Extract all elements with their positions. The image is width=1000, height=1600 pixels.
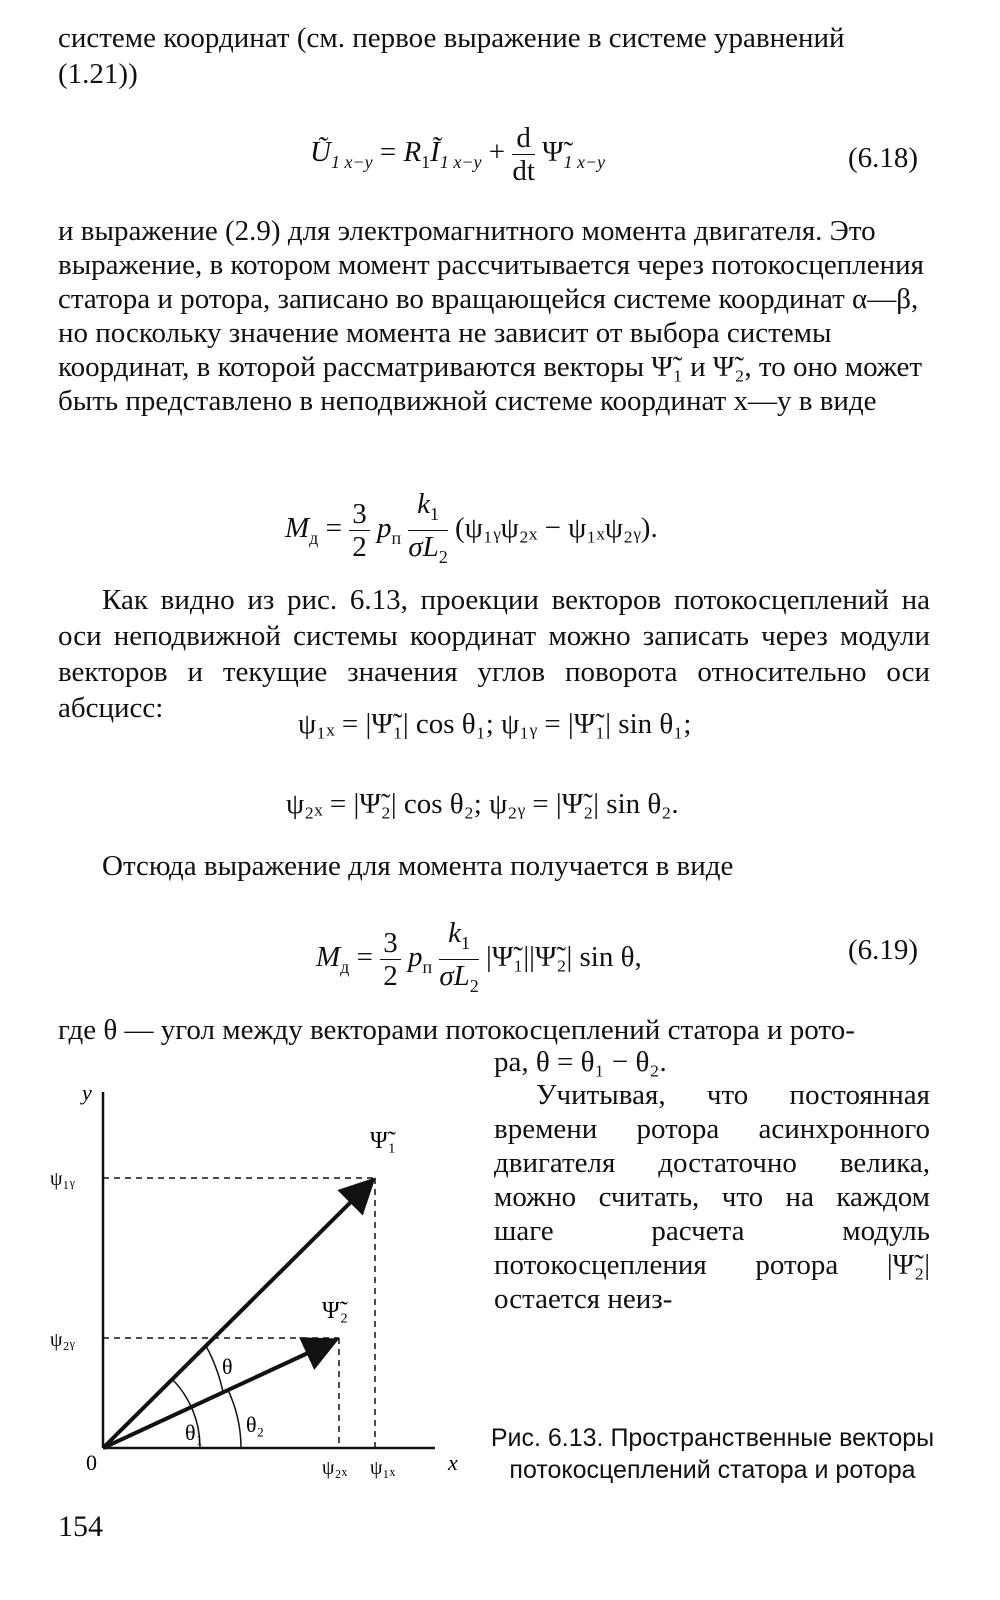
figure-caption: Рис. 6.13. Пространственные векторы потокосцеплений статора и ротора <box>490 1424 935 1484</box>
page-number: 154 <box>58 1510 103 1543</box>
paragraph-projections: Как видно из рис. 6.13, проекции векторов потокосцеплений на оси неподвижной системы координат можно записать через модули векторов и текущие значения углов поворота относительно оси абсцисс: <box>58 584 930 724</box>
rotor-flux-vector <box>103 1340 336 1448</box>
vector-psi1-label: Ψ̃₁ <box>370 1128 397 1154</box>
paragraph-rotor-time-constant: Учитывая, что постоянная времени ротора асинхронного двигателя достаточно велика, можно считать, что на каждом шаге расчета модуль потокосцепления ротора |Ψ̃₂| остается неиз- <box>494 1079 930 1315</box>
equation-number-6-19: (6.19) <box>848 934 919 966</box>
equation-projections-rotor: ψ₂ₓ = |Ψ̃₂| cos θ₂; ψ₂ᵧ = |Ψ̃₂| sin θ₂. <box>286 788 679 820</box>
equation-6-19: $M_д$ = $\frac{3}{2}$ $p_п$ $\frac{k_1}{\sigma L_2}$ |Ψ̃₁||Ψ̃₂| sin θ, <box>316 917 642 996</box>
psi1y-label: ψ₁ᵧ <box>50 1168 75 1190</box>
theta2-label: θ₂ <box>246 1412 265 1437</box>
paragraph-theta-definition: где θ — угол между векторами потокосцеплений статора и рото- <box>58 1014 855 1046</box>
theta1-label: θ₁ <box>185 1420 204 1445</box>
y-axis-label: y <box>82 1080 92 1105</box>
equation-number-6-18: (6.18) <box>848 142 919 174</box>
x-axis-label: x <box>448 1450 458 1475</box>
paragraph-theta-formula: ра, θ = θ₁ − θ₂. <box>494 1046 667 1078</box>
figure-flux-vectors <box>40 1070 480 1490</box>
psi2x-label: ψ₂ₓ <box>322 1457 348 1479</box>
theta-arc <box>206 1346 223 1392</box>
psi1x-label: ψ₁ₓ <box>370 1457 396 1479</box>
origin-label: 0 <box>86 1450 97 1475</box>
theta-label: θ <box>222 1354 233 1379</box>
equation-projections-stator: ψ₁ₓ = |Ψ̃₁| cos θ₁; ψ₁ᵧ = |Ψ̃₁| sin θ₁; <box>298 708 692 740</box>
equation-torque-projections: $M_д$ = $\frac{3}{2}$ $p_п$ $\frac{k_1}{\sigma L_2}$ (ψ₁ᵧψ₂ₓ − ψ₁ₓψ₂ᵧ). <box>285 488 658 567</box>
equation-6-18: $Ũ_{1 x-y}$ = $R_1Ĩ_{1 x-y}$ + $\frac{d}{dt}$ $\Psĩ_{1 x-y}$ <box>310 122 606 187</box>
paragraph-intro: системе координат (см. первое выражение в системе уравнений (1.21)) <box>58 22 845 90</box>
paragraph-torque-expression: и выражение (2.9) для электромагнитного момента двигателя. Это выражение, в котором момент рассчитывается через потокосцепления статора и ротора, записано во вращающейся системе координат α—β, но поскольку значение момента не зависит от выбора системы координат, в которой рассматриваются векторы Ψ̃₁ и Ψ̃₂, то оно может быть представлено в неподвижной системе координат x—y в виде <box>58 215 924 417</box>
psi2y-label: ψ₂ᵧ <box>50 1329 75 1351</box>
vector-psi2-label: Ψ̃₂ <box>322 1298 349 1324</box>
paragraph-torque-form: Отсюда выражение для момента получается в виде <box>102 850 734 882</box>
theta2-arc <box>228 1390 241 1448</box>
